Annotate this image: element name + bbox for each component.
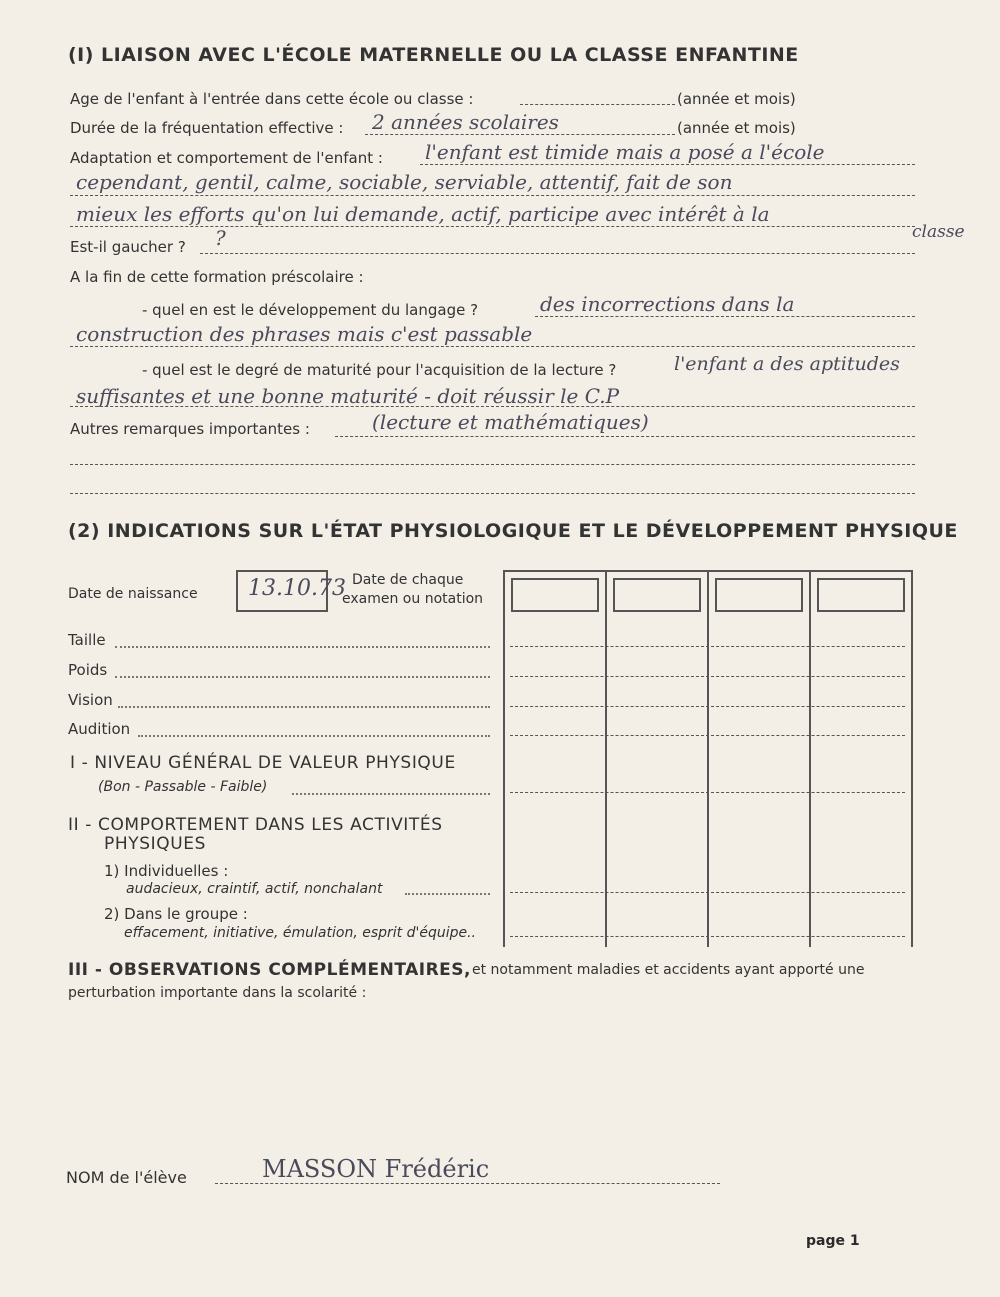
section2-heading: (2) INDICATIONS SUR L'ÉTAT PHYSIOLOGIQUE ET LE DÉVELOPPEMENT PHYSIQUE — [68, 520, 958, 542]
grid-line-vision — [510, 706, 905, 707]
adaptation-answer-4: classe — [912, 222, 965, 242]
groupe-options: effacement, initiative, émulation, esprit d'équipe.. — [124, 925, 476, 941]
row-taille: Taille — [68, 631, 106, 649]
adaptation-answer-1: l'enfant est timide mais a posé a l'école — [425, 140, 825, 164]
grid-line-niveau — [510, 792, 905, 793]
remarques-answer: (lecture et mathématiques) — [372, 410, 649, 434]
row-poids-dots — [115, 676, 490, 678]
naissance-box — [236, 570, 346, 612]
gaucher-label: Est-il gaucher ? — [70, 238, 186, 256]
indiv-dots — [405, 893, 490, 895]
duree-label: Durée de la fréquentation effective : — [70, 119, 344, 137]
row-taille-dots — [115, 646, 490, 648]
grid-line-poids — [510, 676, 905, 677]
gaucher-answer: ? — [215, 226, 226, 250]
exam-column-2 — [605, 570, 709, 947]
grid-line-audition — [510, 735, 905, 736]
lecture-answer-2: suffisantes et une bonne maturité - doit réussir le C.P — [76, 384, 620, 408]
indiv-options: audacieux, craintif, actif, nonchalant — [126, 881, 383, 897]
langage-answer-1: des incorrections dans la — [540, 292, 795, 316]
nom-line — [215, 1183, 720, 1184]
langage-label: - quel en est le développement du langage ? — [142, 301, 479, 319]
section3-line2: perturbation importante dans la scolarité : — [68, 985, 367, 1001]
exam-date-box-1[interactable] — [511, 578, 599, 612]
remarques-label: Autres remarques importantes : — [70, 420, 310, 438]
remarques-line-1 — [335, 436, 915, 437]
exam-column-1 — [503, 570, 607, 947]
gaucher-line — [200, 253, 915, 254]
niveau-dots — [292, 793, 490, 795]
exam-column-3 — [707, 570, 811, 947]
duree-unit: (année et mois) — [677, 119, 796, 137]
age-unit: (année et mois) — [677, 90, 796, 108]
niveau-options: (Bon - Passable - Faible) — [98, 779, 268, 795]
naissance-label: Date de naissance — [68, 586, 198, 602]
adaptation-answer-2: cependant, gentil, calme, sociable, serviable, attentif, fait de son — [76, 170, 733, 194]
section3-heading-rest: et notamment maladies et accidents ayant apporté une — [472, 962, 865, 978]
exam-date-box-3[interactable] — [715, 578, 803, 612]
date-examen-label-1: Date de chaque — [352, 572, 464, 588]
fin-label: A la fin de cette formation préscolaire : — [70, 268, 364, 286]
comportement-heading-1: II - COMPORTEMENT DANS LES ACTIVITÉS — [68, 815, 443, 835]
age-label: Age de l'enfant à l'entrée dans cette école ou classe : — [70, 90, 474, 108]
row-poids: Poids — [68, 661, 108, 679]
niveau-heading: I - NIVEAU GÉNÉRAL DE VALEUR PHYSIQUE — [70, 753, 456, 773]
remarques-line-2 — [70, 464, 915, 465]
section1-heading: (I) LIAISON AVEC L'ÉCOLE MATERNELLE OU LA CLASSE ENFANTINE — [68, 44, 799, 66]
lecture-answer-1: l'enfant a des aptitudes — [674, 353, 900, 375]
naissance-value: 13.10.73 — [248, 576, 346, 601]
exam-column-4 — [809, 570, 913, 947]
adaptation-answer-3: mieux les efforts qu'on lui demande, actif, participe avec intérêt à la — [76, 202, 770, 226]
age-line — [520, 104, 675, 105]
langage-answer-2: construction des phrases mais c'est passable — [76, 322, 533, 346]
row-vision: Vision — [68, 691, 113, 709]
duree-line — [365, 134, 675, 135]
groupe-label: 2) Dans le groupe : — [104, 905, 248, 923]
adaptation-line-1 — [420, 164, 915, 165]
lecture-line-2 — [70, 406, 915, 407]
row-audition-dots — [138, 735, 490, 737]
exam-date-box-2[interactable] — [613, 578, 701, 612]
remarques-line-3 — [70, 493, 915, 494]
adaptation-line-2 — [70, 195, 915, 196]
adaptation-line-3 — [70, 226, 915, 227]
langage-line-2 — [70, 346, 915, 347]
indiv-label: 1) Individuelles : — [104, 862, 229, 880]
nom-value: MASSON Frédéric — [262, 1155, 490, 1183]
grid-line-taille — [510, 646, 905, 647]
comportement-heading-2: PHYSIQUES — [104, 834, 206, 854]
grid-line-indiv — [510, 892, 905, 893]
lecture-label: - quel est le degré de maturité pour l'acquisition de la lecture ? — [142, 361, 617, 379]
exam-date-box-4[interactable] — [817, 578, 905, 612]
grid-line-groupe — [510, 936, 905, 937]
date-examen-label-2: examen ou notation — [342, 591, 484, 607]
langage-line-1 — [535, 316, 915, 317]
nom-label: NOM de l'élève — [66, 1168, 187, 1187]
page-number: page 1 — [806, 1233, 860, 1249]
row-vision-dots — [118, 706, 490, 708]
adaptation-label: Adaptation et comportement de l'enfant : — [70, 149, 383, 167]
row-audition: Audition — [68, 720, 131, 738]
duree-answer: 2 années scolaires — [372, 110, 559, 134]
section3-heading: III - OBSERVATIONS COMPLÉMENTAIRES, — [68, 960, 471, 980]
